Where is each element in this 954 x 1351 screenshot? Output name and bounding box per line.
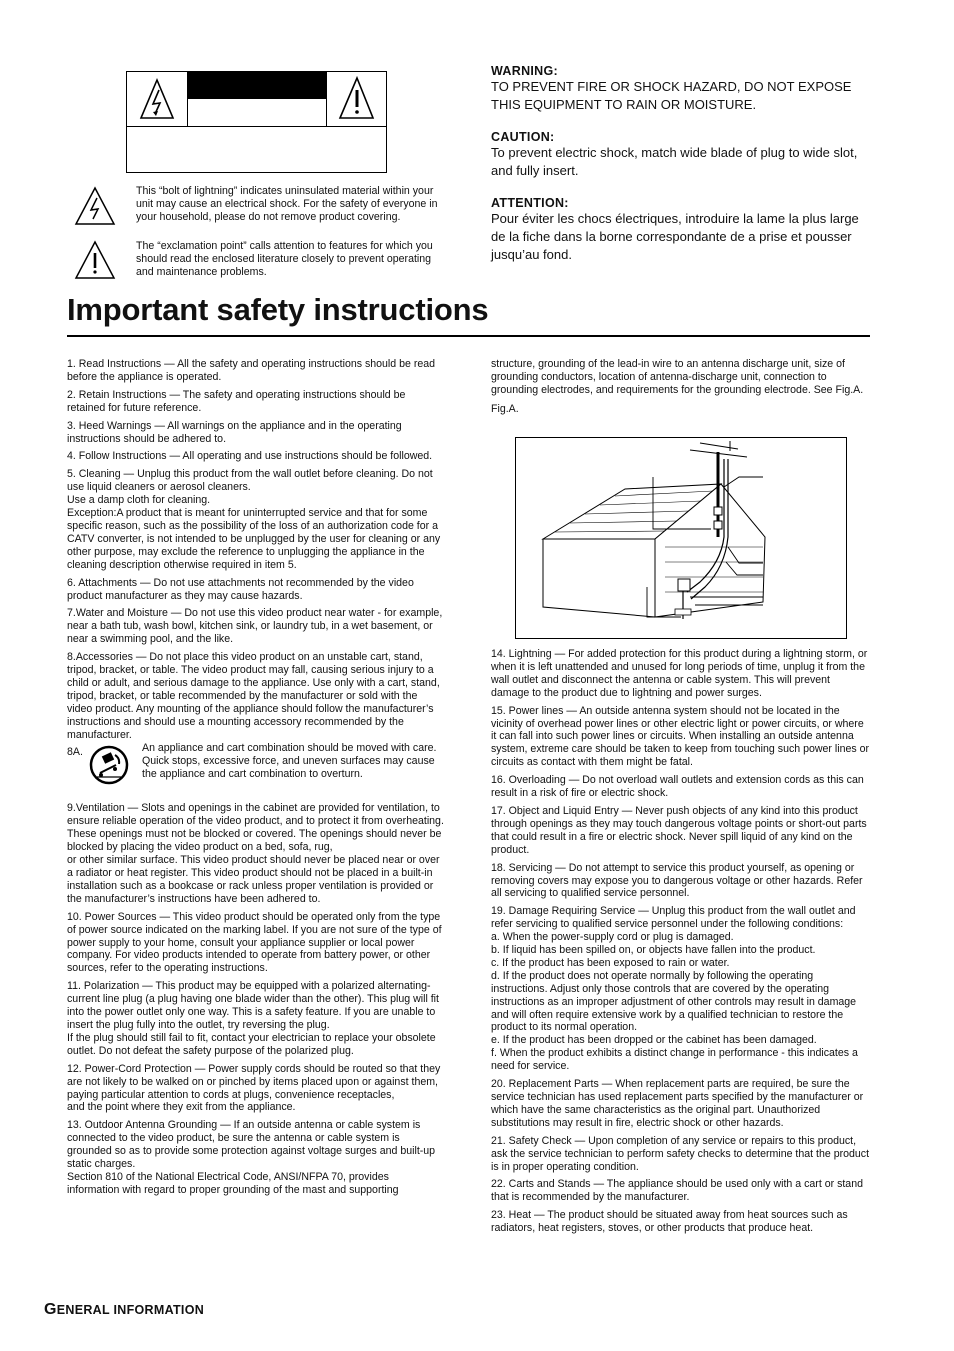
safety-item: 3. Heed Warnings — All warnings on the appliance and in the operating instructions should be adhered to.	[67, 419, 402, 445]
lightning-symbol-icon	[74, 186, 116, 226]
caution-title: CAUTION:	[491, 130, 555, 144]
safety-item: 15. Power lines — An outside antenna system should not be located in the vicinity of overhead power lines or other electric light or power circuits, or where it can fall into such power lines or circuits. When installing an outside antenna system, extreme care should be taken to keep from touching such power lines or circuits as contact with them might be fatal.	[491, 704, 870, 769]
note-8a-text: An appliance and cart combination should be moved with care. Quick stops, excessive force, and uneven surfaces may cause the appliance and cart combination to overturn.	[142, 742, 437, 781]
caution-label-header	[188, 72, 327, 127]
item-13-continued: structure, grounding of the lead-in wire to an antenna discharge unit, size of grounding conductors, location of antenna-discharge unit, connection to grounding electrodes, and requirements for the grounding electrode. See Fig.A.	[491, 358, 864, 396]
safety-item: 22. Carts and Stands — The appliance should be used only with a cart or stand that is recommended by the manufacturer.	[491, 1178, 863, 1204]
safety-item: 19. Damage Requiring Service — Unplug this product from the wall outlet and refer servicing to qualified service personnel under the following conditions: a. When the power-supply cord or plug is damaged. b. If liquid has been spilled on, or objects have fallen into the product. c. If the product has been exposed to rain or water. d. If the product does not operate normally by following the operating instructions. Adjust only those controls that are covered by the operating instructions as an improper adjustment of other controls may result in damage and will often require extensive work by a qualified technician to restore the product to its normal operation. e. If the product has been dropped or the cabinet has been damaged. f. When the product exhibits a distinct change in performance - this indicates a need for service.	[491, 905, 858, 1073]
exclamation-symbol-icon	[74, 240, 116, 280]
warning-title: WARNING:	[491, 64, 558, 78]
figure-label: Fig.A.	[491, 402, 519, 415]
exclamation-triangle-icon	[327, 72, 386, 126]
note-8a-label: 8A.	[67, 746, 83, 759]
lightning-cell	[127, 72, 188, 127]
safety-item: 7.Water and Moisture — Do not use this video product near water - for example, near a bath tub, wash bowl, kitchen sink, or laundry tub, in a wet basement, or near a swimming pool, and the like.	[67, 607, 443, 646]
safety-item: 9.Ventilation — Slots and openings in the cabinet are provided for ventilation, to ensure reliable operation of the video product, and to protect it from overheating. These openings must not be blocked or covered. The openings should never be blocked by placing the video product on a bed, sofa, rug, or other similar surface. This video product should never be placed near or over a radiator or heat register. This video product should not be placed in a built-in installation such as a bookcase or rack unless proper ventilation is provided or the manufacturer’s instructions have been adhered to.	[67, 802, 444, 905]
section-footer	[44, 1301, 204, 1319]
items-list-b	[67, 802, 444, 1196]
safety-item: 21. Safety Check — Upon completion of any service or repairs to this product, ask the service technician to perform safety checks to determine that the product is in proper operating condition.	[491, 1134, 870, 1173]
safety-item: 13. Outdoor Antenna Grounding — If an outside antenna or cable system is connected to the video product, be sure the antenna or cable system is grounded so as to provide some protection against voltage surges and built-up static charges. Section 810 of the National Electrical Code, ANSI/NFPA 70, provides information with regard to proper grounding of the mast and supporting	[67, 1119, 436, 1196]
items-list-a	[67, 358, 444, 741]
safety-item: 12. Power-Cord Protection — Power supply cords should be routed so that they are not likely to be walked on or pinched by items placed upon or against them, paying particular attention to cords at plugs, convenience receptacles, and the point where they exit from the appliance.	[67, 1062, 441, 1114]
footer-rest: ENERAL INFORMATION	[56, 1303, 205, 1317]
cart-tip-over-icon	[89, 745, 129, 785]
caution-text: To prevent electric shock, match wide blade of plug to wide slot, and fully insert.	[491, 145, 858, 178]
note-8a	[67, 742, 444, 798]
attention-title: ATTENTION:	[491, 196, 569, 210]
exclamation-cell	[327, 72, 386, 127]
items-list-c	[491, 648, 871, 1240]
safety-item: 17. Object and Liquid Entry — Never push objects of any kind into this product through openings as they may touch dangerous voltage points or short-out parts that could result in a fire or electric shock. Never spill liquid of any kind on the product.	[491, 804, 867, 856]
lightning-description: This “bolt of lightning” indicates uninsulated material within your unit may cause an electrical shock. For the safety of everyone in your household, please do not remove product covering.	[136, 185, 438, 223]
left-column	[67, 358, 444, 1202]
notices	[491, 64, 871, 264]
footer-initial: G	[44, 1301, 57, 1318]
antenna-grounding-diagram	[515, 437, 848, 640]
safety-item: 4. Follow Instructions — All operating and use instructions should be followed.	[67, 450, 433, 463]
safety-item: 5. Cleaning — Unplug this product from the wall outlet before cleaning. Do not use liquid cleaners or aerosol cleaners. Use a damp cloth for cleaning. Exception:A product that is meant for uninterrupted service and that for some specific reason, such as the possibility of the loss of an authorization code for a CATV converter, is not intended to be unplugged by the user for cleaning or any other purpose, may exclude the reference to unplugging the appliance in the cleaning description otherwise required in item 5.	[67, 468, 441, 571]
safety-item: 6. Attachments — Do not use attachments not recommended by the video product manufacturer as they may cause hazards.	[67, 576, 414, 602]
safety-item: 8.Accessories — Do not place this video product on an unstable cart, stand, tripod, bracket, or table. The video product may fall, causing serious injury to a child or adult, and serious damage to the appliance. Use only with a cart, stand, tripod, bracket, or table recommended by the manufacturer or sold with the video product. Any mounting of the appliance should follow the manufacturer’s instructions and should use a mounting accessory recommended by the manufacturer.	[67, 651, 440, 741]
exclamation-description: The “exclamation point” calls attention to features for which you should read the enclosed literature closely to prevent operating and maintenance problems.	[136, 240, 433, 278]
warning-text: TO PREVENT FIRE OR SHOCK HAZARD, DO NOT EXPOSE THIS EQUIPMENT TO RAIN OR MOISTURE.	[491, 79, 852, 112]
safety-item: 2. Retain Instructions — The safety and operating instructions should be retained for future reference.	[67, 388, 406, 414]
safety-item: 23. Heat — The product should be situated away from heat sources such as radiators, heat registers, stoves, or other products that produce heat.	[491, 1209, 848, 1235]
safety-item: 11. Polarization — This product may be equipped with a polarized alternating-current line plug (a plug having one blade wider than the other). This plug will fit into the power outlet only one way. This is a safety feature. If you are unable to insert the plug fully into the outlet, try reversing the plug. If the plug should still fail to fit, contact your electrician to replace your obsolete outlet. Do not defeat the safety purpose of the polarized plug.	[67, 980, 439, 1057]
safety-item: 20. Replacement Parts — When replacement parts are required, be sure the service technician has used replacement parts specified by the manufacturer or which have the same characteristics as the original part. Unauthorized substitutions may result in fire, electric shock or other hazards.	[491, 1078, 864, 1129]
safety-item: 18. Servicing — Do not attempt to service this product yourself, as opening or removing covers may expose you to dangerous voltage or other hazards. Refer all servicing to qualified service personnel.	[491, 861, 863, 900]
safety-item: 1. Read Instructions — All the safety and operating instructions should be read before the appliance is operated.	[67, 358, 436, 383]
attention-text: Pour éviter les chocs électriques, introduire la lame la plus large de la fiche dans la borne correspondante de a prise et pousser jusqu’au fond.	[491, 211, 859, 262]
lightning-triangle-icon	[127, 72, 187, 126]
right-column	[491, 358, 871, 421]
caution-label-box	[126, 71, 387, 173]
safety-item: 16. Overloading — Do not overload wall outlets and extension cords as this can result in a risk of fire or electric shock.	[491, 774, 864, 800]
page-title: Important safety instructions	[67, 292, 489, 327]
safety-item: 14. Lightning — For added protection for this product during a lightning storm, or when it is left unattended and unused for long periods of time, unplug it from the wall outlet and disconnect the antenna or cable system. This will prevent damage to the product due to lightning and power surges.	[491, 648, 868, 699]
title-rule	[67, 335, 870, 337]
safety-item: 10. Power Sources — This video product should be operated only from the type of power source indicated on the marking label. If you are not sure of the type of power supply to your home, consult your appliance supplier or local power company. For video products intended to operate from battery power, or other sources, refer to the operating instructions.	[67, 910, 442, 975]
